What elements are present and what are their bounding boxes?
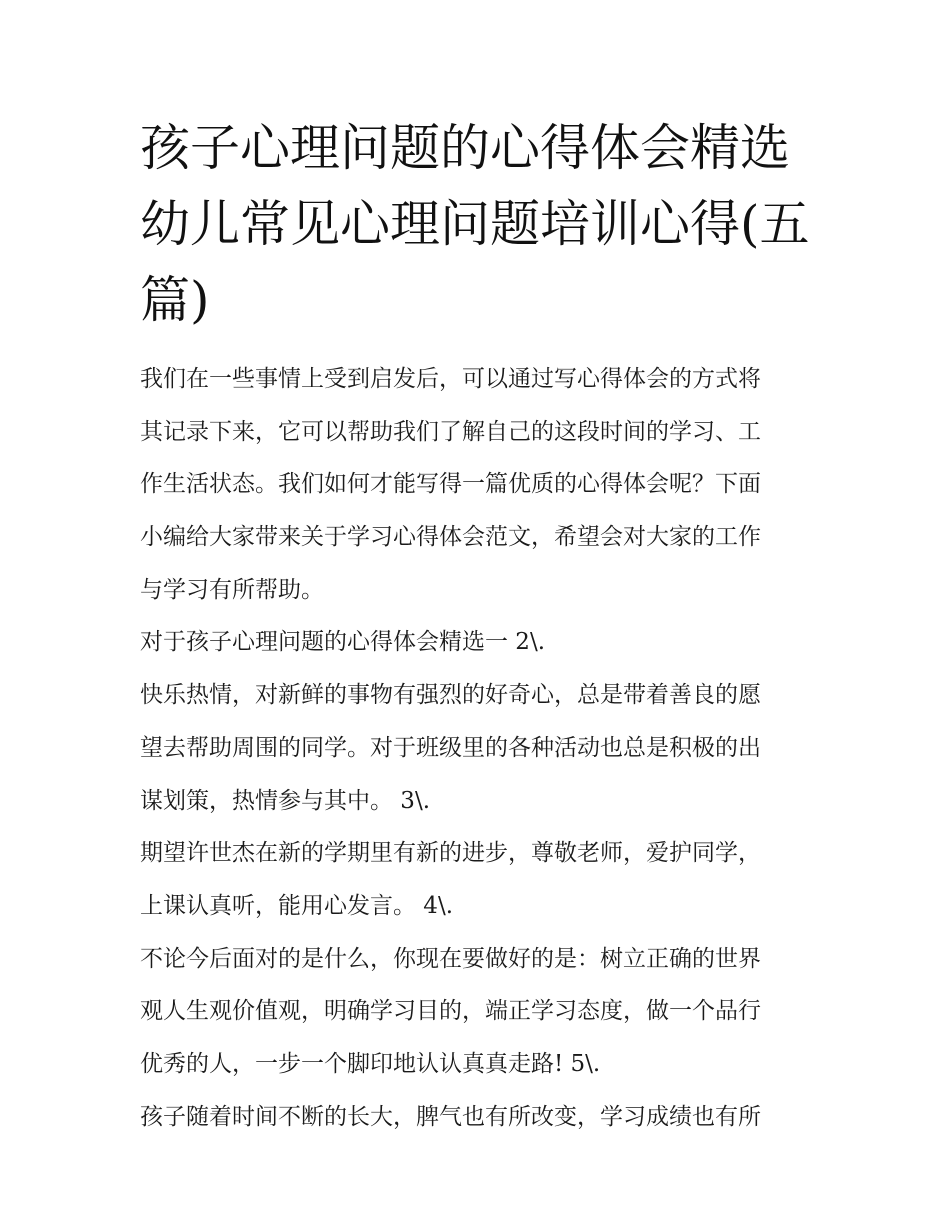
body-line: 不论今后面对的是什么，你现在要做好的是：树立正确的世界: [140, 945, 761, 972]
body-line: 优秀的人，一步一个脚印地认认真真走路! 5\.: [140, 1050, 601, 1077]
body-line: 谋划策，热情参与其中。 3\.: [140, 787, 431, 814]
body-line: 其记录下来，它可以帮助我们了解自己的这段时间的学习、工: [140, 418, 761, 445]
body-line: 观人生观价值观，明确学习目的，端正学习态度，做一个品行: [140, 998, 761, 1025]
body-line: 小编给大家带来关于学习心得体会范文，希望会对大家的工作: [140, 524, 761, 551]
body-line: 上课认真听，能用心发言。 4\.: [140, 892, 454, 919]
section-heading: 对于孩子心理问题的心得体会精选一 2\.: [140, 629, 546, 656]
document-body: [140, 353, 820, 1143]
body-line: 孩子随着时间不断的长大，脾气也有所改变，学习成绩也有所: [140, 1103, 761, 1130]
document-title: [140, 110, 820, 338]
body-line: 望去帮助周围的同学。对于班级里的各种活动也总是积极的出: [140, 734, 761, 761]
body-line: 作生活状态。我们如何才能写得一篇优质的心得体会呢？下面: [140, 471, 761, 498]
body-line: 我们在一些事情上受到启发后，可以通过写心得体会的方式将: [140, 366, 761, 392]
title-line-1: 孩子心理问题的心得体会精选: [140, 119, 790, 177]
body-line: 期望许世杰在新的学期里有新的进步，尊敬老师，爱护同学，: [140, 840, 761, 867]
body-line: 快乐热情，对新鲜的事物有强烈的好奇心，总是带着善良的愿: [140, 682, 761, 709]
body-line: 与学习有所帮助。: [140, 576, 324, 603]
title-line-2: 幼儿常见心理问题培训心得(五: [140, 195, 810, 253]
title-line-3: 篇): [140, 271, 210, 329]
